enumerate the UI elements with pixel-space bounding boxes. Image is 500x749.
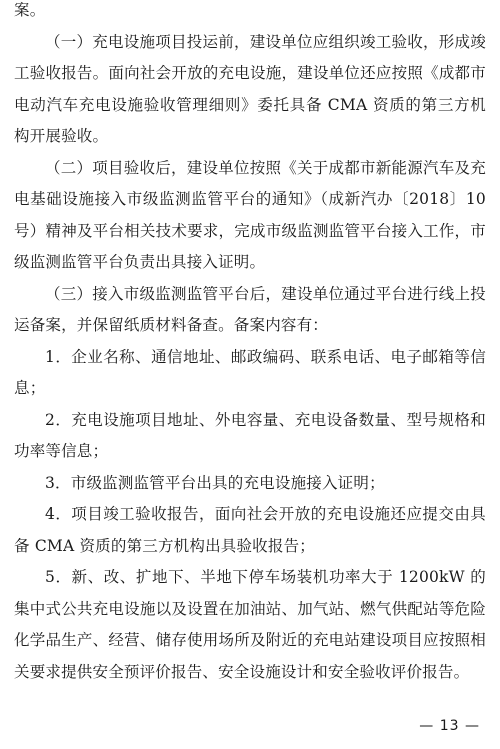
list-item-2: 2．充电设施项目地址、外电容量、充电设备数量、型号规格和功率等信息； (14, 410, 486, 460)
document-body (14, 0, 486, 688)
page-number: — 13 — (419, 718, 480, 734)
list-item-1: 1．企业名称、通信地址、邮政编码、联系电话、电子邮箱等信息； (14, 347, 486, 397)
list-item-4: 4．项目竣工验收报告，面向社会开放的充电设施还应提交由具备 CMA 资质的第三方机构出具验收报告； (14, 505, 486, 555)
paragraph-2: （二）项目验收后，建设单位按照《关于成都市新能源汽车及充电基础设施接入市级监测监管平台的通知》（成新汽办〔2018〕10 号）精神及平台相关技术要求，完成市级监测监管平台接入工作，市级监测监管平台负责出具接入证明。 (14, 158, 486, 271)
leading-fragment: 案。 (14, 1, 46, 19)
paragraph-1: （一）充电设施项目投运前，建设单位应组织竣工验收，形成竣工验收报告。面向社会开放的充电设施，建设单位还应按照《成都市电动汽车充电设施验收管理细则》委托具备 CMA 资质的第三方机构开展验收。 (14, 32, 486, 145)
paragraph-3: （三）接入市级监测监管平台后，建设单位通过平台进行线上投运备案，并保留纸质材料备查。备案内容有： (14, 284, 486, 334)
list-item-5: 5．新、改、扩地下、半地下停车场装机功率大于 1200kW 的集中式公共充电设施以及设置在加油站、加气站、燃气供配站等危险化学品生产、经营、储存使用场所及附近的充电站建设项目应按照相关要求提供安全预评价报告、安全设施设计和安全验收评价报告。 (14, 568, 486, 681)
list-item-3: 3．市级监测监管平台出具的充电设施接入证明； (45, 473, 385, 492)
